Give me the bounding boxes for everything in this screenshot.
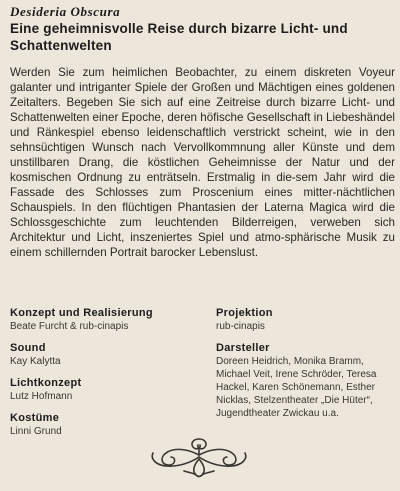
credit-value: Beate Furcht & rub-cinapis bbox=[10, 321, 129, 332]
credit-heading: Projektion bbox=[216, 307, 273, 319]
page-title: Desideria Obscura bbox=[10, 4, 121, 19]
credit-heading: Sound bbox=[10, 342, 46, 354]
baroque-scroll-ornament-icon bbox=[144, 433, 254, 481]
credits-left-column bbox=[10, 307, 195, 447]
credit-sound bbox=[10, 342, 195, 368]
credit-value: rub-cinapis bbox=[216, 321, 265, 332]
credit-projection bbox=[216, 307, 400, 333]
credit-heading: Konzept und Realisierung bbox=[10, 307, 153, 319]
credit-heading: Darsteller bbox=[216, 342, 270, 354]
description-paragraph: Werden Sie zum heimlichen Beobachter, zu einem diskreten Voyeur galanter und intriganter Spiele der Großen und Mächtigen eines goldenen Zeitalters. Begeben Sie sich auf eine Zeitreise durch bizarre Licht- und Schattenwelten einer Epoche, deren höfische Gesellschaft in Liebeshändel und Ränkespiel ebenso leidenschaftlich verstrickt scheint, wie in den sehnsüchtigen Wunsch nach Vervollkommnung aller Künste und dem unstillbaren Drang, die köstlichen Geheimnisse der Natur und der kosmischen Ordnung zu enträtseln. Erstmalig in die-sem Jahr wird die Fassade des Schlosses zum Proscenium eines mitter-nächtlichen Schauspiels. In den flüchtigen Phantasien der Laterna Magica wird die Schlossgeschichte zum leuchtenden Bilderreigen, verweben sich Architektur und Licht, inszeniertes Spiel und atmo-sphärische Musik zu einem schillernden Portrait barocker Lebenslust. bbox=[10, 66, 395, 259]
credit-cast bbox=[216, 342, 400, 420]
credit-heading: Lichtkonzept bbox=[10, 377, 82, 389]
credit-value: Doreen Heidrich, Monika Bramm, Michael Veit, Irene Schröder, Teresa Hackel, Karen Schönemann, Esther Nicklas, Stelzentheater „Die Hüter“, Jugendtheater Zwickau u.a. bbox=[216, 356, 377, 419]
credit-value: Linni Grund bbox=[10, 426, 62, 437]
credit-value: Lutz Hofmann bbox=[10, 391, 73, 402]
page-subtitle: Eine geheimnisvolle Reise durch bizarre Licht- und Schattenwelten bbox=[10, 21, 348, 53]
credit-value: Kay Kalytta bbox=[10, 356, 61, 367]
credits-right-column bbox=[216, 307, 400, 429]
credit-heading: Kostüme bbox=[10, 412, 60, 424]
credit-lighting bbox=[10, 377, 195, 403]
credit-concept bbox=[10, 307, 195, 333]
